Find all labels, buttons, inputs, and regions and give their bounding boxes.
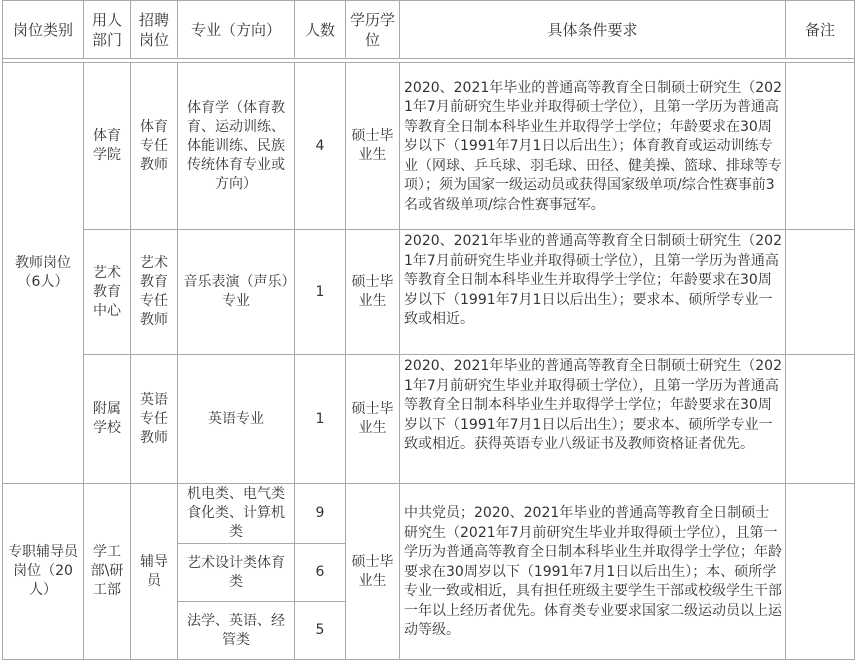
count-cell: 1 — [295, 355, 346, 484]
header-category: 岗位类别 — [3, 1, 84, 59]
degree-cell: 硕士毕业生 — [346, 484, 400, 660]
count-cell: 4 — [295, 63, 346, 230]
remarks-cell — [786, 484, 855, 660]
degree-cell: 硕士毕业生 — [346, 63, 400, 230]
major-cell: 体育学（体育教育、运动训练、体能训练、民族传统体育专业或方向） — [178, 63, 295, 230]
requirements-cell: 2020、2021年毕业的普通高等教育全日制硕士研究生（2021年7月前研究生毕业并取得硕士学位），且第一学历为普通高等教育全日制本科毕业生并取得学士学位；年龄要求在30周岁以下（1991年7月1日以后出生）；体育教育或运动训练专业（网球、乒乓球、羽毛球、田径、健美操、篮球、排球等专项）；须为国家一级运动员或获得国家级单项/综合性赛事前3名或省级单项/综合性赛事冠军。 — [400, 63, 786, 230]
position-cell: 艺术教育专任教师 — [131, 230, 178, 355]
header-requirements: 具体条件要求 — [400, 1, 786, 59]
table-row — [3, 230, 855, 355]
count-cell: 1 — [295, 230, 346, 355]
header-row — [3, 1, 855, 59]
header-count: 人数 — [295, 1, 346, 59]
category-cell: 专职辅导员岗位（20人） — [3, 484, 84, 660]
requirements-cell: 中共党员；2020、2021年毕业的普通高等教育全日制硕士研究生（2021年7月前研究生毕业并取得硕士学位），且第一学历为普通高等教育全日制本科毕业生并取得学士学位；年龄要求在30周岁以下（1991年7月1日以后出生）；本、硕所学专业一致或相近，具有担任班级主要学生干部或校级学生干部一年以上经历者优先。体育类专业要求国家二级运动员以上运动等级。 — [400, 484, 786, 660]
dept-cell: 附属学校 — [84, 355, 131, 484]
major-cell: 英语专业 — [178, 355, 295, 484]
position-cell: 体育专任教师 — [131, 63, 178, 230]
major-cell: 法学、英语、经管类 — [178, 602, 295, 660]
dept-cell: 学工部\研工部 — [84, 484, 131, 660]
degree-cell: 硕士毕业生 — [346, 230, 400, 355]
table-row — [3, 484, 855, 544]
header-degree: 学历学位 — [346, 1, 400, 59]
dept-cell: 艺术教育中心 — [84, 230, 131, 355]
count-cell: 9 — [295, 484, 346, 544]
remarks-cell — [786, 230, 855, 355]
dept-cell: 体育学院 — [84, 63, 131, 230]
remarks-cell — [786, 355, 855, 484]
count-cell: 5 — [295, 602, 346, 660]
requirements-cell: 2020、2021年毕业的普通高等教育全日制硕士研究生（2021年7月前研究生毕业并取得硕士学位），且第一学历为普通高等教育全日制本科毕业生并取得学士学位；年龄要求在30周岁以下（1991年7月1日以后出生）；要求本、硕所学专业一致或相近。获得英语专业八级证书及教师资格证者优先。 — [400, 355, 786, 484]
position-cell: 英语专任教师 — [131, 355, 178, 484]
major-cell: 音乐表演（声乐）专业 — [178, 230, 295, 355]
category-cell: 教师岗位（6人） — [3, 63, 84, 484]
major-cell: 机电类、电气类食化类、计算机类 — [178, 484, 295, 544]
header-position: 招聘岗位 — [131, 1, 178, 59]
position-cell: 辅导员 — [131, 484, 178, 660]
remarks-cell — [786, 63, 855, 230]
recruitment-table — [2, 0, 855, 660]
count-cell: 6 — [295, 544, 346, 602]
table-row — [3, 355, 855, 484]
table-row — [3, 63, 855, 230]
header-major: 专业（方向） — [178, 1, 295, 59]
requirements-cell: 2020、2021年毕业的普通高等教育全日制硕士研究生（2021年7月前研究生毕业并取得硕士学位），且第一学历为普通高等教育全日制本科毕业生并取得学士学位；年龄要求在30周岁以下（1991年7月1日以后出生）；要求本、硕所学专业一致或相近。 — [400, 230, 786, 355]
major-cell: 艺术设计类体育类 — [178, 544, 295, 602]
degree-cell: 硕士毕业生 — [346, 355, 400, 484]
header-remarks: 备注 — [786, 1, 855, 59]
header-dept: 用人部门 — [84, 1, 131, 59]
